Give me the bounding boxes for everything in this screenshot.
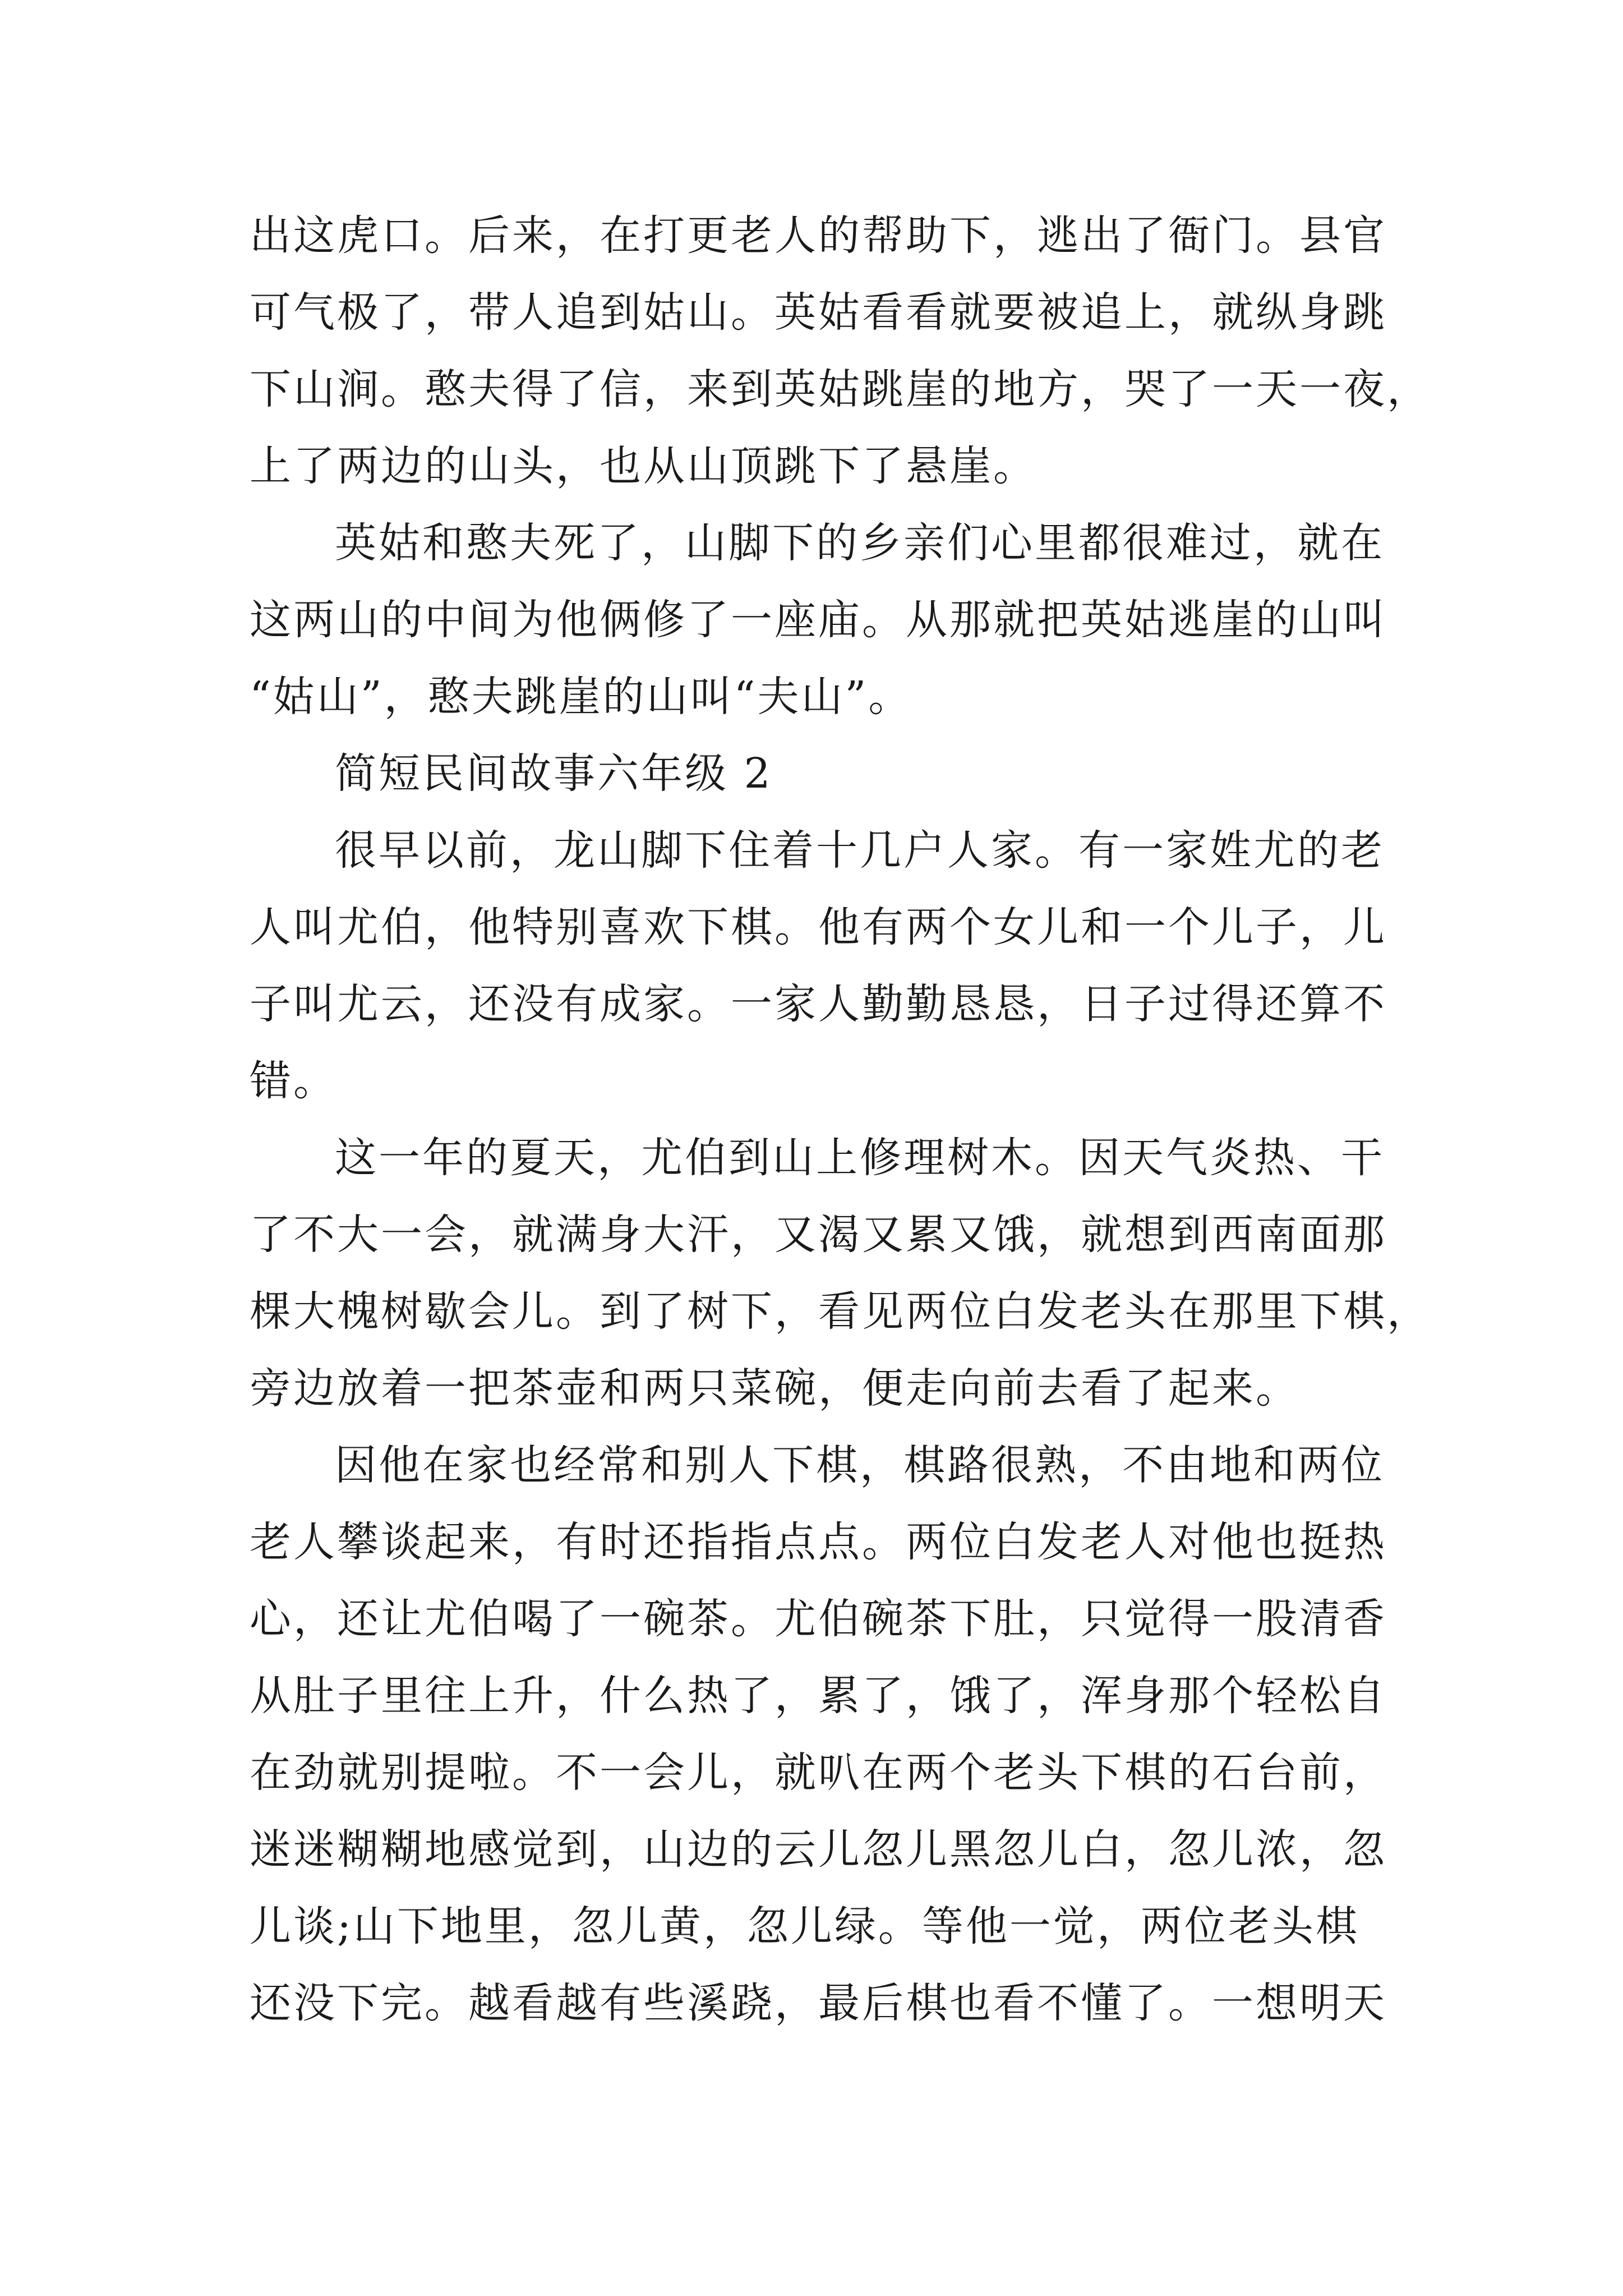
paragraph-first-line: 英姑和憨夫死了，山脚下的乡亲们心里都很难过，就在: [335, 519, 1385, 567]
text-line: 心，还让尤伯喝了一碗茶。尤伯碗茶下肚，只觉得一股清香: [250, 1595, 1387, 1643]
text-line: 子叫尤云，还没有成家。一家人勤勤恳恳，日子过得还算不: [250, 980, 1387, 1028]
paragraph-first-line: 这一年的夏天，尤伯到山上修理树木。因天气炎热、干: [335, 1134, 1385, 1182]
paragraph-first-line: 很早以前，龙山脚下住着十几户人家。有一家姓尤的老: [335, 826, 1385, 875]
text-line: 儿谈;山下地里，忽儿黄，忽儿绿。等他一觉，两位老头棋: [250, 1902, 1359, 1950]
story-text: [250, 197, 1431, 2042]
text-line: 了不大一会，就满身大汗，又渴又累又饿，就想到西南面那: [250, 1211, 1387, 1259]
section-heading: 简短民间故事六年级 2: [335, 749, 773, 798]
text-line: “姑山”，憨夫跳崖的山叫“夫山”。: [250, 673, 912, 721]
text-line: 老人攀谈起来，有时还指指点点。两位白发老人对他也挺热: [250, 1518, 1387, 1566]
paragraph-first-line: 因他在家也经常和别人下棋，棋路很熟，不由地和两位: [335, 1441, 1385, 1489]
text-line: 下山涧。憨夫得了信，来到英姑跳崖的地方，哭了一天一夜，: [250, 365, 1431, 413]
text-line: 错。: [250, 1057, 337, 1105]
text-line: 上了两边的山头，也从山顶跳下了悬崖。: [250, 442, 1037, 490]
text-line: 可气极了，带人追到姑山。英姑看看就要被追上，就纵身跳: [250, 288, 1387, 337]
text-line: 旁边放着一把茶壶和两只菜碗，便走向前去看了起来。: [250, 1364, 1299, 1412]
text-line: 迷迷糊糊地感觉到，山边的云儿忽儿黑忽儿白，忽儿浓，忽: [250, 1825, 1387, 1874]
text-line: 在劲就别提啦。不一会儿，就叭在两个老头下棋的石台前，: [250, 1749, 1387, 1797]
text-line: 还没下完。越看越有些溪跷，最后棋也看不懂了。一想明天: [250, 1979, 1387, 2027]
text-line: 人叫尤伯，他特别喜欢下棋。他有两个女儿和一个儿子，儿: [250, 903, 1387, 951]
text-line: 这两山的中间为他俩修了一座庙。从那就把英姑逃崖的山叫: [250, 596, 1387, 644]
text-line: 从肚子里往上升，什么热了，累了，饿了，浑身那个轻松自: [250, 1672, 1387, 1720]
text-line: 棵大槐树歇会儿。到了树下，看见两位白发老头在那里下棋，: [250, 1287, 1431, 1336]
text-line: 出这虎口。后来，在打更老人的帮助下，逃出了衙门。县官: [250, 211, 1387, 260]
